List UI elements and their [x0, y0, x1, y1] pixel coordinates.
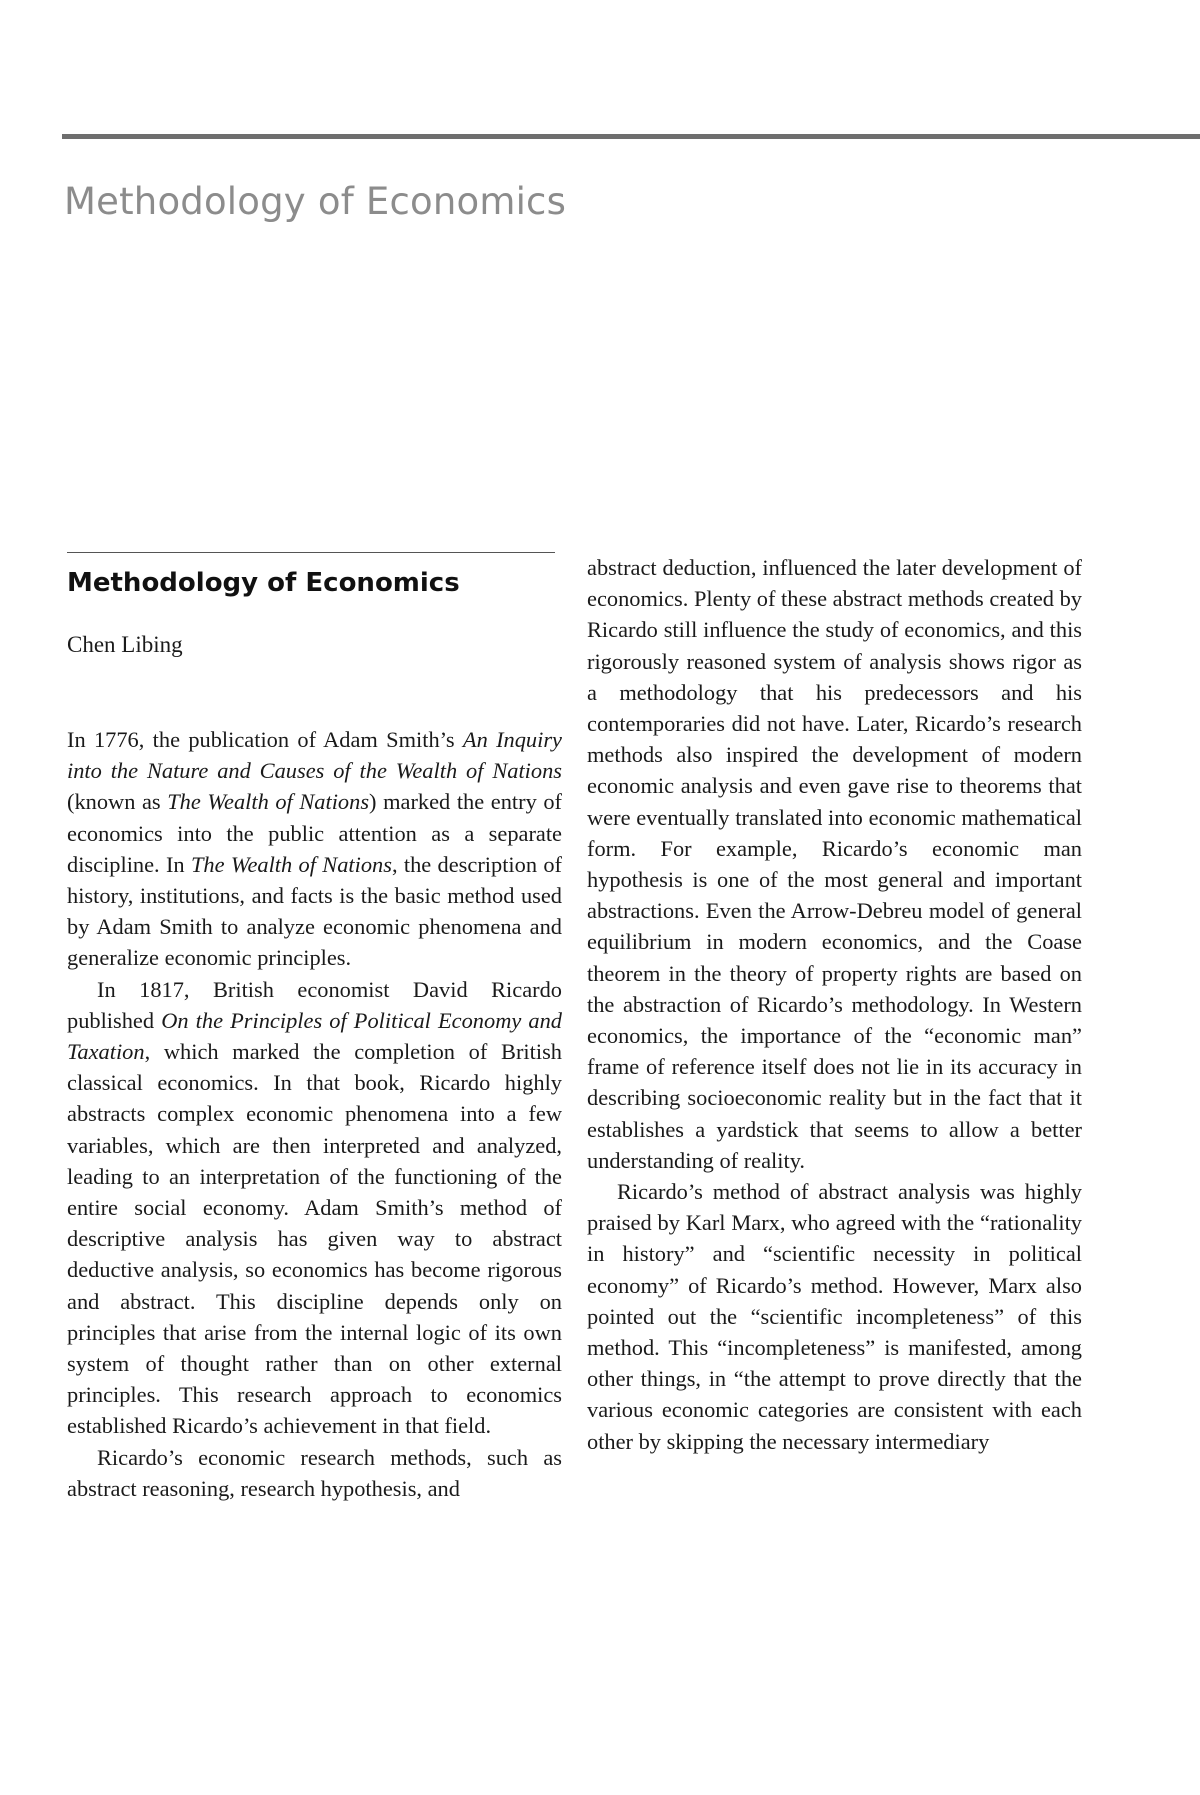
body-text: Ricardo’s economic research methods, such as abstract reasoning, research hypothesis, and — [67, 1444, 562, 1501]
paragraph-right-2 — [587, 1176, 1082, 1457]
body-text: abstract deduction, influenced the later development of economics. Plenty of these abstract methods created by Ricardo still influence the study of economics, and this rigorously reasoned system of analysis shows rigor as a methodology that his predecessors and his contemporaries did not have. Later, Ricardo’s research methods also inspired the development of modern economic analysis and even gave rise to theorems that were eventually translated into economic mathematical form. For example, Ricardo’s economic man hypothesis is one of the most general and important abstractions. Even the Arrow-Debreu model of general equilibrium in modern economics, and the Coase theorem in the theory of property rights are based on the abstraction of Ricardo’s methodology. In Western economics, the importance of the “economic man” frame of reference itself does not lie in its accuracy in describing socioeconomic reality but in the fact that it establishes a yardstick that seems to allow a better understanding of reality. — [587, 555, 1082, 1173]
right-column — [587, 552, 1082, 1457]
paragraph-right-1 — [587, 552, 1082, 1176]
running-head: Methodology of Economics — [64, 180, 567, 223]
author-name: Chen Libing — [67, 632, 183, 657]
paragraph-left-3 — [67, 1442, 562, 1504]
body-text: , which marked the completion of British classical economics. In that book, Ricardo highly abstracts complex economic phenomena into a few variables, which are then interpreted and analyzed, leading to an interpretation of the functioning of the entire social economy. Adam Smith’s method of descriptive analysis has given way to abstract deductive analysis, so economics has become rigorous and abstract. This discipline depends only on principles that arise from the internal logic of its own system of thought rather than on other external principles. This research approach to economics established Ricardo’s achievement in that field. — [67, 1039, 562, 1439]
body-text: In 1776, the publication of Adam Smith’s — [67, 727, 463, 752]
article-title-rule — [67, 552, 555, 553]
top-rule — [62, 134, 1200, 139]
article-title: Methodology of Economics — [67, 568, 460, 598]
paragraph-left-2 — [67, 974, 562, 1442]
body-text: (known as — [67, 789, 168, 815]
body-text: ) marked the entry of economics into the public attention as a separate discipline. In — [67, 789, 562, 877]
body-text: Ricardo’s method of abstract analysis was highly praised by Karl Marx, who agreed with the “rationality in history” and “scientific necessity in political economy” of Ricardo’s method. However, Marx also pointed out the “scientific incompleteness” of this method. This “incompleteness” is manifested, among other things, in “the attempt to prove directly that the various economic categories are consistent with each other by skipping the necessary intermediary — [587, 1179, 1082, 1454]
italic-title-text: The Wealth of Nations — [190, 851, 392, 877]
body-text: , the description of history, institutions, and facts is the basic method used by Adam Smith to analyze economic phenomena and generalize economic principles. — [67, 851, 562, 971]
italic-title-text: An Inquiry into the Nature and Causes of the Wealth of Nations — [67, 727, 562, 784]
left-column — [67, 724, 562, 1504]
italic-title-text: On the Principles of Political Economy and Taxation — [67, 1007, 563, 1065]
paragraph-left-1 — [67, 724, 562, 974]
italic-title-text: The Wealth of Nations — [167, 789, 370, 815]
body-text: In 1817, British economist David Ricardo published — [67, 976, 562, 1033]
